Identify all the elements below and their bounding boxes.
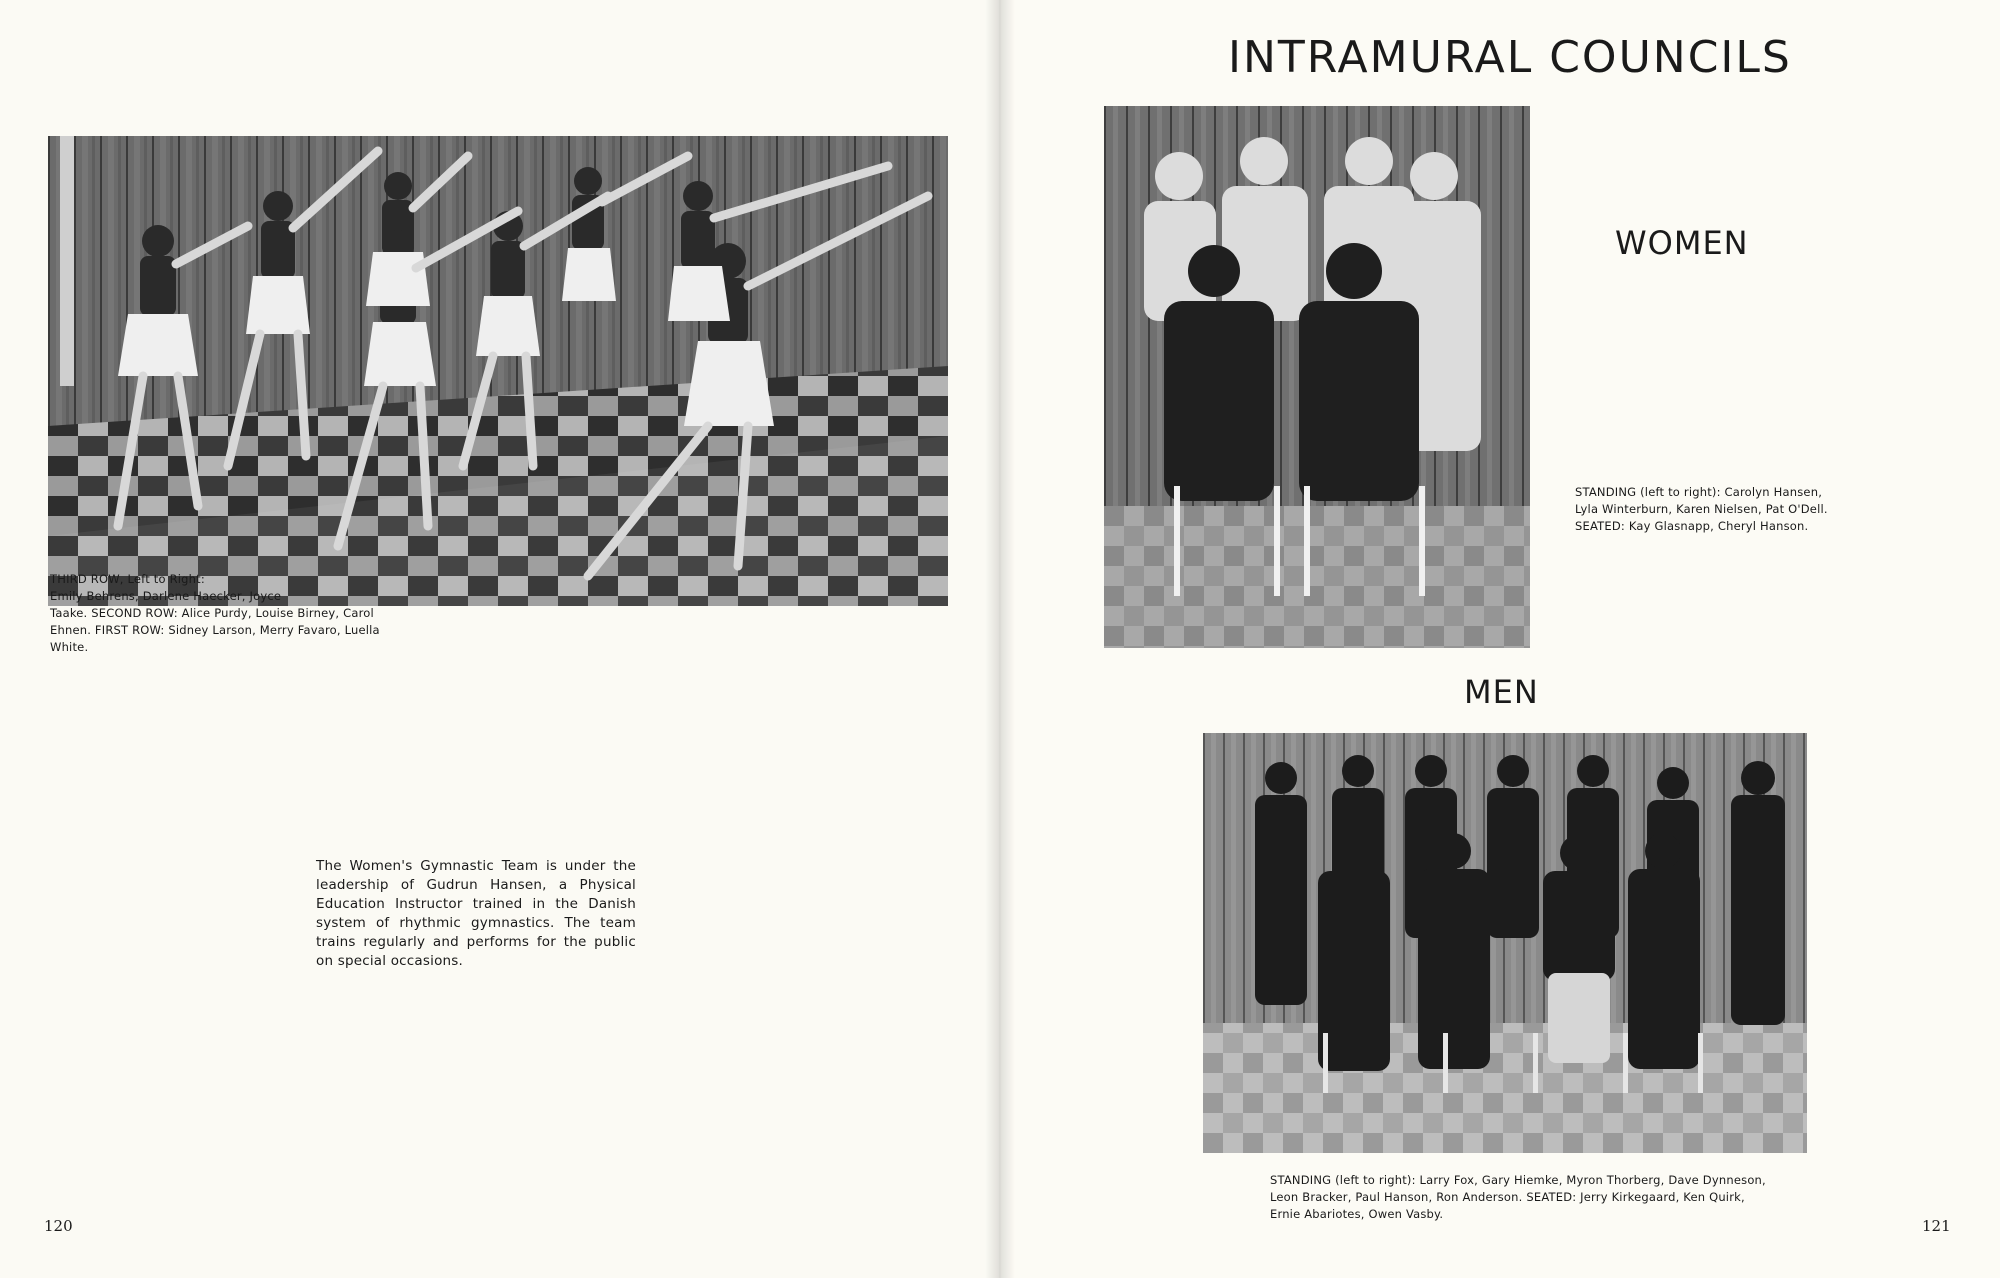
- caption-line: STANDING (left to right): Larry Fox, Gary Hiemke, Myron Thorberg, Dave Dynneson,: [1270, 1173, 1766, 1187]
- page-number-right: 121: [1922, 1217, 1951, 1235]
- page-number-left: 120: [44, 1217, 73, 1235]
- caption-line: Ernie Abariotes, Owen Vasby.: [1270, 1207, 1444, 1221]
- women-photo-caption: [1575, 484, 1875, 535]
- caption-line: Emily Behrens, Darlene Haecker, Joyce: [50, 589, 282, 603]
- book-gutter: [985, 0, 1015, 1278]
- gymnastics-photo-caption: [50, 571, 410, 656]
- caption-line: Taake. SECOND ROW: Alice Purdy, Louise Birney, Carol: [50, 606, 374, 620]
- women-council-photo: [1104, 106, 1530, 648]
- men-photo-caption: [1270, 1172, 1830, 1223]
- gymnastics-description: [316, 857, 636, 971]
- page-title: INTRAMURAL COUNCILS: [1228, 32, 1792, 83]
- caption-line: STANDING (left to right): Carolyn Hansen,: [1575, 485, 1823, 499]
- men-council-photo: [1203, 733, 1807, 1153]
- caption-line: THIRD ROW, Left to Right:: [50, 572, 205, 586]
- men-heading: MEN: [1464, 673, 1539, 711]
- right-page: [1000, 0, 2000, 1278]
- women-heading: WOMEN: [1615, 224, 1749, 262]
- caption-line: Lyla Winterburn, Karen Nielsen, Pat O'Dell.: [1575, 502, 1828, 516]
- caption-line: Leon Bracker, Paul Hanson, Ron Anderson. SEATED: Jerry Kirkegaard, Ken Quirk,: [1270, 1190, 1745, 1204]
- description-paragraph: The Women's Gymnastic Team is under the leadership of Gudrun Hansen, a Physical Education Instructor trained in the Danish system of rhythmic gymnastics. The team trains regularly and performs for the public on special occasions.: [316, 858, 636, 969]
- caption-line: Ehnen. FIRST ROW: Sidney Larson, Merry Favaro, Luella White.: [50, 623, 380, 654]
- caption-line: SEATED: Kay Glasnapp, Cheryl Hanson.: [1575, 519, 1809, 533]
- gymnastics-team-photo: [48, 136, 948, 606]
